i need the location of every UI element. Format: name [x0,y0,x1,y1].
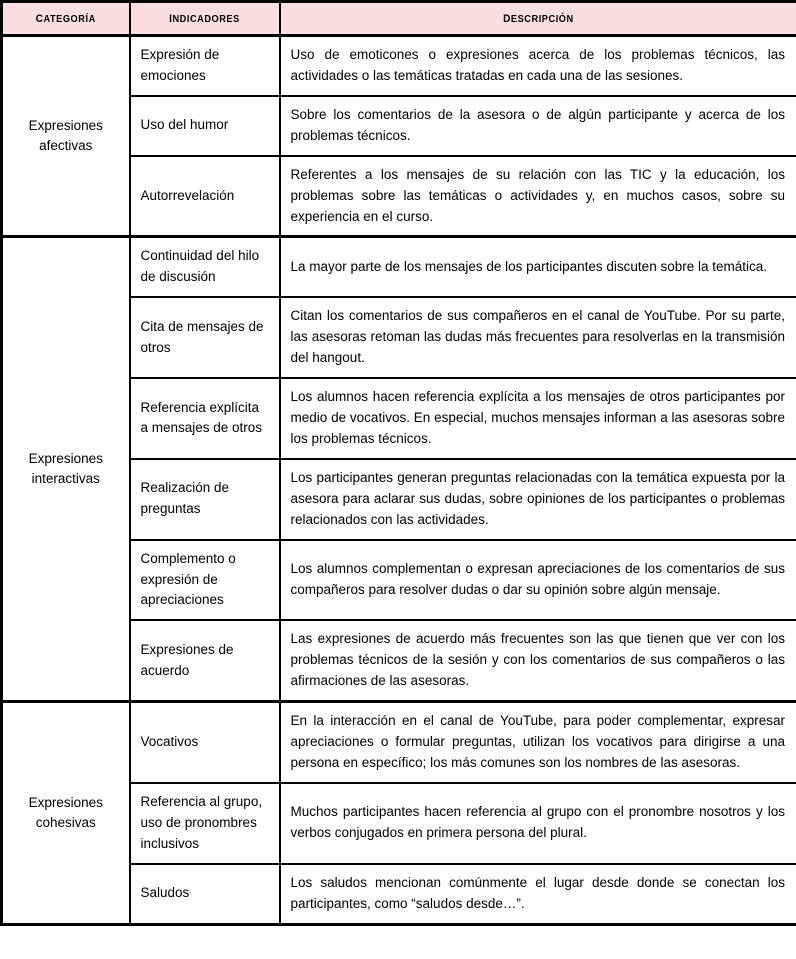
indicator-cell: Cita de mensajes de otros [130,297,280,378]
indicator-cell: Uso del humor [130,96,280,156]
description-cell: Sobre los comentarios de la asesora o de algún participante y acerca de los problemas técnicos. [280,96,796,156]
table-row [2,36,796,96]
indicator-cell: Expresiones de acuerdo [130,620,280,701]
header-row [2,2,796,36]
table-body [2,36,796,925]
table-row [2,702,796,783]
description-cell: Referentes a los mensajes de su relación con las TIC y la educación, los problemas sobre las temáticas o actividades y, en muchos casos, sobre su experiencia en el curso. [280,156,796,237]
description-cell: La mayor parte de los mensajes de los participantes discuten sobre la temática. [280,237,796,297]
header-cell-descripcion [280,2,796,36]
category-cell: Expresiones cohesivas [2,702,130,924]
header-cell-categoria [2,2,130,36]
category-cell: Expresiones afectivas [2,36,130,237]
indicator-cell: Vocativos [130,702,280,783]
indicator-cell: Referencia explícita a mensajes de otros [130,378,280,459]
header-label-categoria: categoría [35,9,96,26]
table-row [2,237,796,297]
description-cell: Uso de emoticones o expresiones acerca de los problemas técnicos, las actividades o las temáticas tratadas en cada una de las sesiones. [280,36,796,96]
description-cell: Los saludos mencionan comúnmente el lugar desde donde se conectan los participantes, como “saludos desde…”. [280,864,796,924]
table-header [2,2,796,36]
description-cell: Citan los comentarios de sus compañeros en el canal de YouTube. Por su parte, las asesoras retoman las dudas más frecuentes para resolverlas en la transmisión del hangout. [280,297,796,378]
description-cell: Los alumnos hacen referencia explícita a los mensajes de otros participantes por medio de vocativos. En especial, muchos mensajes informan a las asesoras sobre los problemas técnicos. [280,378,796,459]
indicator-cell: Complemento o expresión de apreciaciones [130,540,280,621]
indicator-cell: Saludos [130,864,280,924]
description-cell: Muchos participantes hacen referencia al grupo con el pronombre nosotros y los verbos conjugados en primera persona del plural. [280,783,796,864]
description-cell: Las expresiones de acuerdo más frecuentes son las que tienen que ver con los problemas técnicos de la sesión y con los comentarios de sus compañeros o las afirmaciones de las asesoras. [280,620,796,701]
indicator-cell: Referencia al grupo, uso de pronombres inclusivos [130,783,280,864]
description-cell: Los participantes generan preguntas relacionadas con la temática expuesta por la asesora para aclarar sus dudas, sobre opiniones de los participantes o problemas relacionados con las actividades. [280,459,796,540]
header-label-descripcion: descripción [502,9,574,26]
category-cell: Expresiones interactivas [2,237,130,702]
indicator-cell: Continuidad del hilo de discusión [130,237,280,297]
indicator-cell: Expresión de emociones [130,36,280,96]
description-cell: Los alumnos complementan o expresan apreciaciones de los comentarios de sus compañeros para resolver dudas o dar su opinión sobre algún mensaje. [280,540,796,621]
header-cell-indicadores [130,2,280,36]
indicator-cell: Autorrevelación [130,156,280,237]
description-cell: En la interacción en el canal de YouTube, para poder complementar, expresar apreciaciones o formular preguntas, utilizan los vocativos para dirigirse a una persona en específico; los más comunes son los nombres de las asesoras. [280,702,796,783]
indicator-cell: Realización de preguntas [130,459,280,540]
header-label-indicadores: indicadores [169,9,240,26]
